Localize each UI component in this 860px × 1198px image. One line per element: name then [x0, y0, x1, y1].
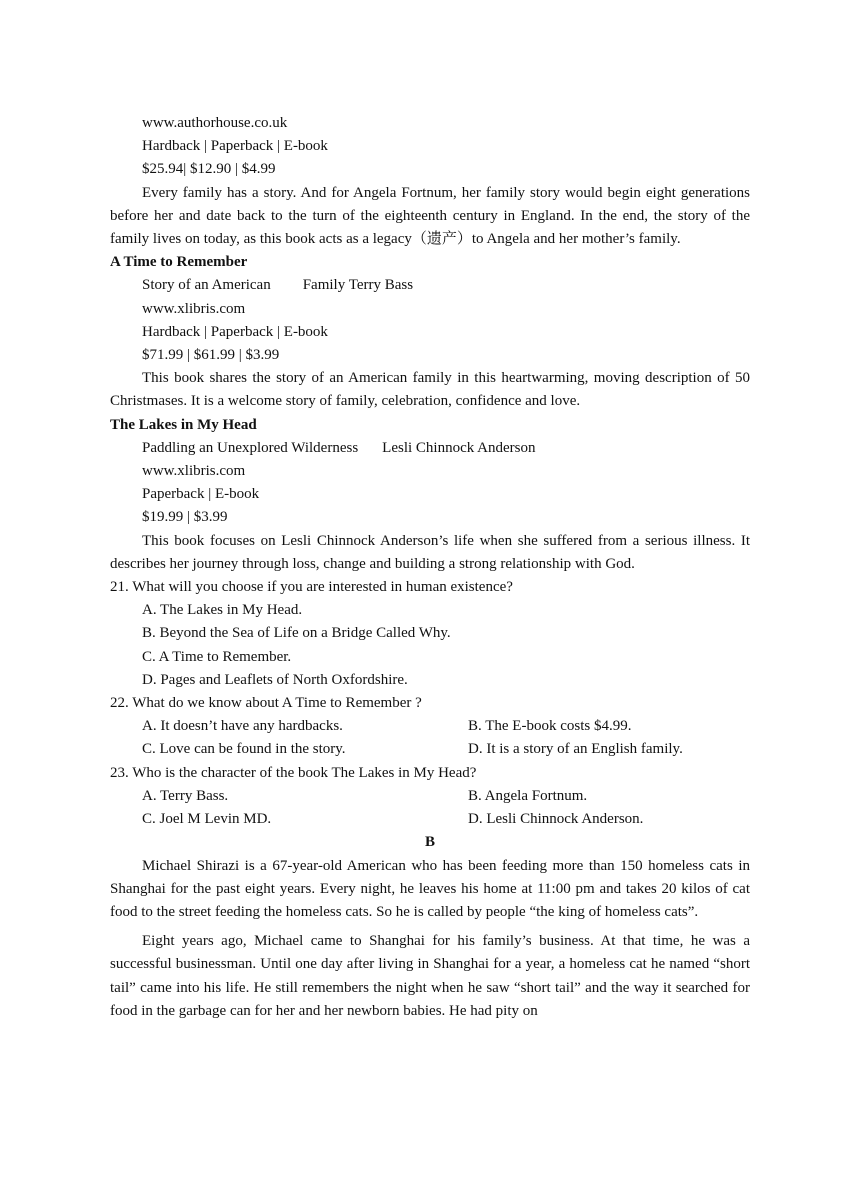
option-c: C. Love can be found in the story. — [142, 741, 346, 758]
book1-prices: $25.94| $12.90 | $4.99 — [142, 161, 276, 178]
option-d: D. Pages and Leaflets of North Oxfordshire. — [142, 671, 408, 688]
book3-formats: Paperback | E-book — [142, 486, 260, 503]
section-b-heading: B — [424, 834, 435, 851]
book2-description: This book shares the story of an American family in this heartwarming, moving description of 50 Christmases. It is a welcome story of family, celebration, confidence and love. — [110, 370, 750, 410]
question-21 — [110, 576, 750, 692]
question-stem: 22. What do we know about A Time to Remember ? — [110, 695, 422, 712]
option-a: A. It doesn’t have any hardbacks. — [142, 718, 343, 735]
option-d: D. It is a story of an English family. — [468, 741, 683, 758]
section-b-paragraph-1: Michael Shirazi is a 67-year-old American who has been feeding more than 150 homeless cats in Shanghai for the past eight years. Every night, he leaves his home at 11:00 pm and takes 20 kilos of cat food to the street feeding the homeless cats. So he is called by people “the king of homeless cats”. — [110, 857, 750, 920]
book1-website: www.authorhouse.co.uk — [142, 115, 288, 131]
options-row — [110, 738, 750, 761]
book2-title: A Time to Remember — [110, 254, 248, 271]
options-row — [110, 785, 750, 808]
option-c: C. A Time to Remember. — [142, 648, 292, 665]
question-stem: 23. Who is the character of the book The Lakes in My Head? — [110, 764, 477, 781]
book2-subtitle: Story of an American — [142, 277, 271, 294]
book2-byline — [110, 274, 750, 297]
option-b: B. Angela Fortnum. — [468, 787, 588, 804]
option-a: A. The Lakes in My Head. — [142, 602, 303, 619]
option-a: A. Terry Bass. — [142, 787, 229, 804]
book3-subtitle: Paddling an Unexplored Wilderness — [142, 439, 359, 456]
book3-title: The Lakes in My Head — [110, 416, 257, 433]
book3-block — [110, 414, 750, 576]
options-row — [110, 715, 750, 738]
option-b: B. Beyond the Sea of Life on a Bridge Called Why. — [142, 625, 451, 642]
option-d: D. Lesli Chinnock Anderson. — [468, 811, 644, 828]
book2-prices: $71.99 | $61.99 | $3.99 — [142, 347, 280, 364]
option-c: C. Joel M Levin MD. — [142, 811, 272, 828]
section-b-paragraph-2: Eight years ago, Michael came to Shanghai for his family’s business. At that time, he was a successful businessman. Until one day after living in Shanghai for a year, a homeless cat he named “short tail” came into his life. He still remembers the night when he saw “short tail” and the way it searched for food in the garbage can for her and her newborn babies. He had pity on — [110, 933, 750, 1019]
book3-description: This book focuses on Lesli Chinnock Anderson’s life when she suffered from a serious illness. It describes her journey through loss, change and building a strong relationship with God. — [110, 532, 750, 572]
exam-page — [110, 112, 750, 1023]
book2-formats: Hardback | Paperback | E-book — [142, 323, 328, 340]
book3-byline — [110, 437, 750, 460]
book2-author: Family Terry Bass — [302, 277, 414, 294]
book1-formats: Hardback | Paperback | E-book — [142, 138, 328, 155]
book3-website: www.xlibris.com — [142, 463, 246, 480]
option-b: B. The E-book costs $4.99. — [468, 718, 632, 735]
question-stem: 21. What will you choose if you are interested in human existence? — [110, 579, 513, 596]
book1-description: Every family has a story. And for Angela Fortnum, her family story would begin eight generations before her and date back to the turn of the eighteenth century in England. In the end, the story of the family lives on today, as this book acts as a legacy（遗产）to Angela and her mother’s family. — [110, 184, 750, 248]
question-23 — [110, 762, 750, 832]
book1-block — [110, 112, 750, 251]
options-row — [110, 808, 750, 831]
section-b — [110, 831, 750, 1023]
book2-website: www.xlibris.com — [142, 300, 246, 317]
book2-block — [110, 251, 750, 413]
book3-author: Lesli Chinnock Anderson — [382, 439, 536, 456]
book3-prices: $19.99 | $3.99 — [142, 509, 228, 526]
question-22 — [110, 692, 750, 762]
